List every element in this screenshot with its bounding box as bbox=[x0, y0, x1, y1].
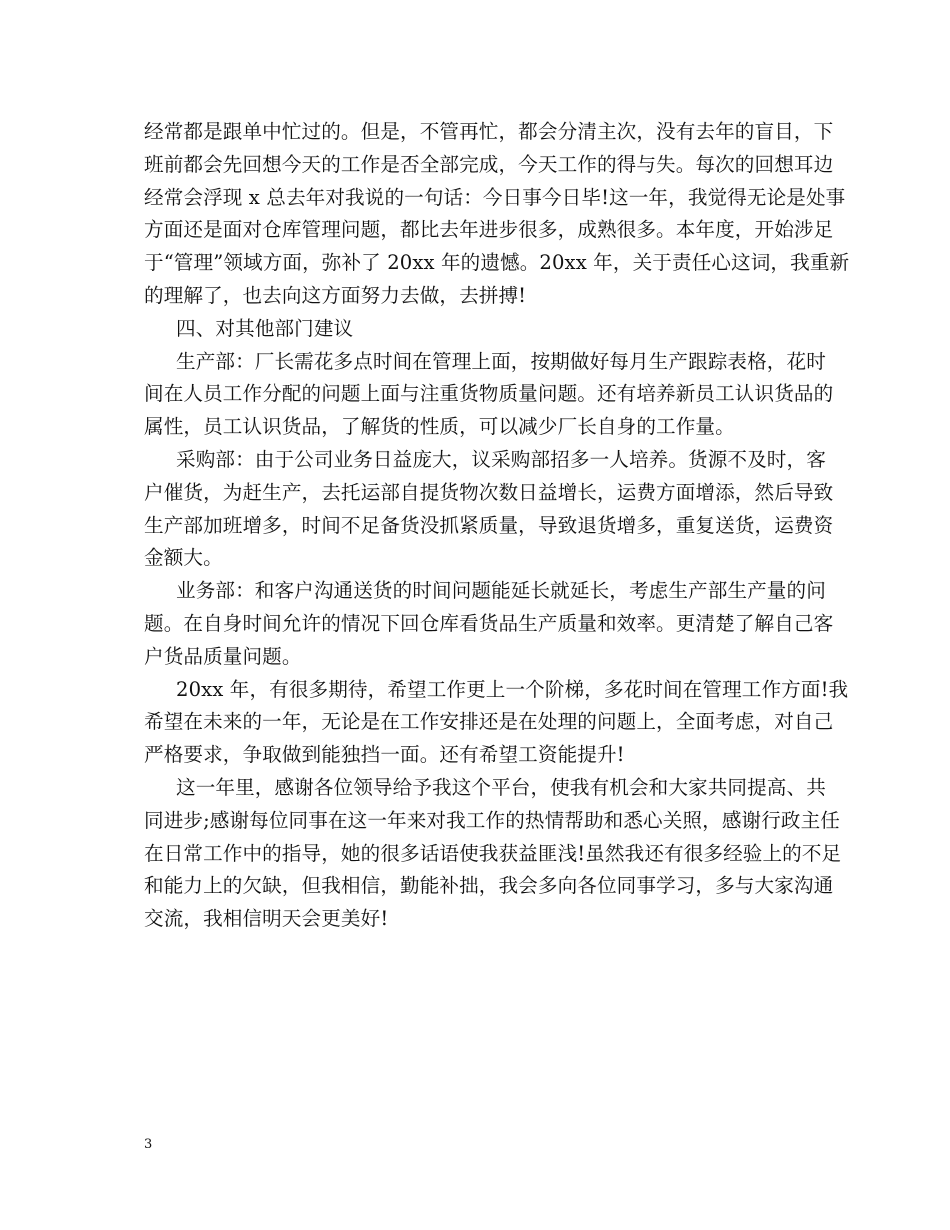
paragraph-line: 户催货，为赶生产，去托运部自提货物次数日益增长，运费方面增添，然后导致 bbox=[144, 480, 834, 504]
paragraph-line: 交流，我相信明天会更美好! bbox=[144, 907, 389, 931]
paragraph-line: 采购部：由于公司业务日益庞大，议采购部招多一人培养。货源不及时，客 bbox=[176, 447, 826, 471]
paragraph-line: 于“管理”领域方面，弥补了 20xx 年的遗憾。20xx 年，关于责任心这词，我重新 bbox=[144, 251, 850, 275]
paragraph-line: 同进步;感谢每位同事在这一年来对我工作的热情帮助和悉心关照，感谢行政主任 bbox=[144, 808, 840, 832]
paragraph-line: 的理解了，也去向这方面努力去做，去拼搏! bbox=[144, 283, 527, 307]
paragraph-line: 间在人员工作分配的问题上面与注重货物质量问题。还有培养新员工认识货品的 bbox=[144, 382, 834, 406]
section-heading: 四、对其他部门建议 bbox=[176, 316, 354, 340]
paragraph-line: 经常都是跟单中忙过的。但是，不管再忙，都会分清主次，没有去年的盲目，下 bbox=[144, 120, 834, 143]
paragraph-line: 在日常工作中的指导，她的很多话语使我获益匪浅!虽然我还有很多经验上的不足 bbox=[144, 841, 842, 865]
paragraph-line: 生产部加班增多，时间不足备货没抓紧质量，导致退货增多，重复送货，运费资 bbox=[144, 513, 834, 537]
paragraph-line: 属性，员工认识货品，了解货的性质，可以减少厂长自身的工作量。 bbox=[144, 415, 735, 439]
paragraph-line: 方面还是面对仓库管理问题，都比去年进步很多，成熟很多。本年度，开始涉足 bbox=[144, 218, 834, 242]
paragraph-line: 希望在未来的一年，无论是在工作安排还是在处理的问题上，全面考虑，对自己 bbox=[144, 710, 834, 734]
paragraph-line: 这一年里，感谢各位领导给予我这个平台，使我有机会和大家共同提高、共 bbox=[176, 775, 826, 799]
paragraph-line: 和能力上的欠缺，但我相信，勤能补拙，我会多向各位同事学习，多与大家沟通 bbox=[144, 874, 834, 898]
document-body bbox=[144, 116, 850, 936]
paragraph-line: 业务部：和客户沟通送货的时间问题能延长就延长，考虑生产部生产量的问 bbox=[176, 579, 826, 603]
paragraph-line: 金额大。 bbox=[144, 546, 223, 570]
paragraph-line: 严格要求，争取做到能独挡一面。还有希望工资能提升! bbox=[144, 743, 625, 767]
paragraph-line: 题。在自身时间允许的情况下回仓库看货品生产质量和效率。更清楚了解自己客 bbox=[144, 611, 834, 635]
paragraph-line: 户货品质量问题。 bbox=[144, 644, 302, 668]
paragraph-line: 经常会浮现 x 总去年对我说的一句话：今日事今日毕!这一年，我觉得无论是处事 bbox=[144, 185, 846, 209]
paragraph-line: 班前都会先回想今天的工作是否全部完成，今天工作的得与失。每次的回想耳边 bbox=[144, 152, 834, 176]
paragraph-line: 生产部：厂长需花多点时间在管理上面，按期做好每月生产跟踪表格，花时 bbox=[176, 349, 826, 373]
page-number: 3 bbox=[144, 1137, 153, 1152]
paragraph-line: 20xx 年，有很多期待，希望工作更上一个阶梯，多花时间在管理工作方面!我 bbox=[176, 677, 849, 701]
